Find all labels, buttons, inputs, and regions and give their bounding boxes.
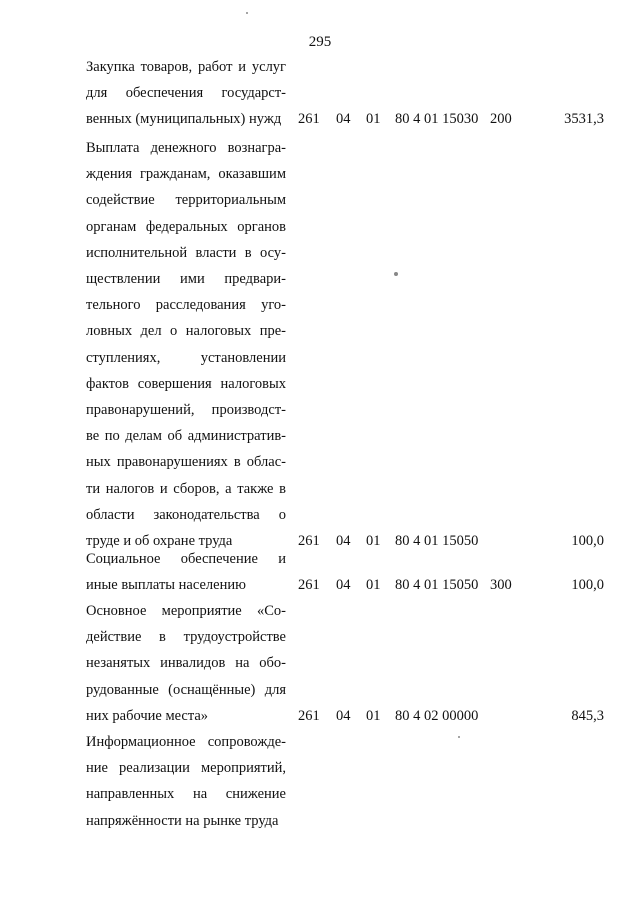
description-line: тельного расследования уго- <box>86 297 286 314</box>
amount-cell: 100,0 <box>571 533 604 549</box>
description-line: Выплата денежного вознагра- <box>86 140 286 156</box>
description-line: рудованные (оснащённые) для <box>86 681 286 698</box>
scan-speck <box>458 736 460 738</box>
expense-type-cell: 200 <box>490 111 512 128</box>
subsection-cell: 01 <box>366 111 381 128</box>
description-line: Основное мероприятие «Со- <box>86 603 286 619</box>
code-cell: 261 <box>298 577 320 594</box>
description-line: ждения гражданам, оказавшим <box>86 166 286 183</box>
description-line: фактов совершения налоговых <box>86 375 286 392</box>
section-cell: 04 <box>336 577 351 594</box>
description-line: них рабочие места» <box>86 707 209 724</box>
description-line: ве по делам об административ- <box>86 428 286 445</box>
description-line: ние реализации мероприятий, <box>86 760 286 777</box>
subsection-cell: 01 <box>366 577 381 594</box>
description-line: действие в трудоустройстве <box>86 629 286 646</box>
description-line: правонарушений, производст- <box>86 402 286 418</box>
page-number: 295 <box>308 34 332 50</box>
description-line: ных правонарушениях в облас- <box>86 454 286 471</box>
description-line: Социальное обеспечение и <box>86 551 286 567</box>
code-cell: 261 <box>298 533 320 549</box>
subsection-cell: 01 <box>366 707 381 724</box>
scan-speck <box>246 12 248 14</box>
amount-cell: 100,0 <box>571 577 604 594</box>
section-cell: 04 <box>336 707 351 724</box>
amount-cell: 3531,3 <box>564 111 604 128</box>
target-article-cell: 80 4 01 15050 <box>395 533 479 549</box>
target-article-cell: 80 4 02 00000 <box>395 707 479 724</box>
description-line: ловных дел о налоговых пре- <box>86 323 286 340</box>
description-line: ществлении ими предвари- <box>86 271 286 287</box>
section-cell: 04 <box>336 533 351 549</box>
description-line: ступлениях, установлении <box>86 349 286 366</box>
section-cell: 04 <box>336 111 351 128</box>
description-line: Закупка товаров, работ и услуг <box>86 59 286 75</box>
target-article-cell: 80 4 01 15030 <box>395 111 479 128</box>
description-line: ти налогов и сборов, а также в <box>86 480 286 497</box>
code-cell: 261 <box>298 111 320 128</box>
description-line: иные выплаты населению <box>86 577 246 594</box>
description-line: венных (муниципальных) нужд <box>86 111 282 128</box>
description-line: направленных на снижение <box>86 786 286 803</box>
expense-type-cell: 300 <box>490 577 512 594</box>
description-line: Информационное сопровожде- <box>86 734 286 750</box>
scan-speck <box>394 272 398 276</box>
code-cell: 261 <box>298 707 320 724</box>
description-line: исполнительной власти в осу- <box>86 244 286 261</box>
description-line: области законодательства о <box>86 506 286 523</box>
amount-cell: 845,3 <box>571 707 604 724</box>
description-line: труде и об охране труда <box>86 533 233 549</box>
target-article-cell: 80 4 01 15050 <box>395 577 479 594</box>
subsection-cell: 01 <box>366 533 381 549</box>
description-line: содействие территориальным <box>86 192 286 209</box>
description-line: органам федеральных органов <box>86 218 286 235</box>
description-line: незанятых инвалидов на обо- <box>86 655 286 672</box>
description-line: напряжённости на рынке труда <box>86 812 279 829</box>
description-line: для обеспечения государст- <box>86 85 286 102</box>
